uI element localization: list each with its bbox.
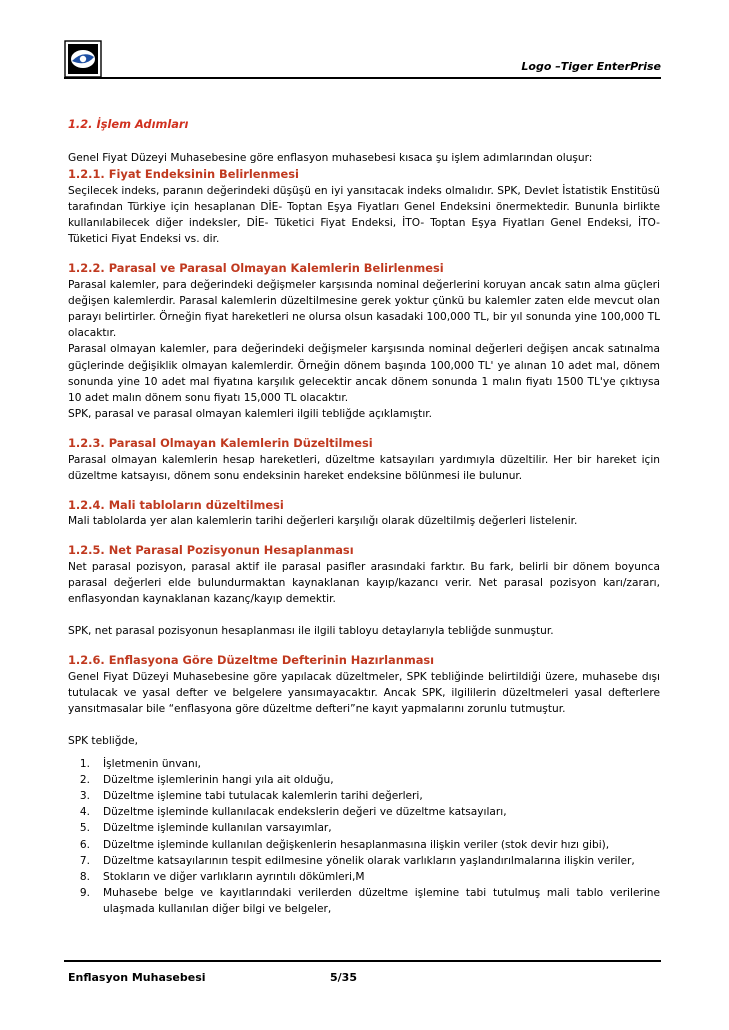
paragraph: SPK, parasal ve parasal olmayan kalemleri ilgili tebliğde açıklamıştır. bbox=[68, 408, 433, 421]
list-text: Düzeltme işlemine tabi tutulacak kalemlerin tarihi değerleri, bbox=[103, 789, 423, 802]
list-text: Stokların ve diğer varlıkların ayrıntılı dökümleri,M bbox=[103, 870, 365, 883]
header-title: Logo –Tiger EnterPrise bbox=[521, 60, 661, 73]
footer-page-number: 5/35 bbox=[330, 971, 357, 984]
section-lead: Genel Fiyat Düzeyi Muhasebesine göre enflasyon muhasebesi kısaca şu işlem adımlarından oluşur: bbox=[68, 152, 593, 165]
list-item bbox=[68, 756, 660, 772]
list-number: 3. bbox=[79, 789, 90, 802]
paragraph: Seçilecek indeks, paranın değerindeki düşüşü en iyi yansıtacak indeks olmalıdır. SPK, Devlet İstatistik Enstitüsü tarafından Türkiye için hesaplanan DİE- Toptan Eşya Fiyatları Genel Endeksini önermektedir. Bununla birlikte kullanılabilecek diğer indeksler, DİE- Tüketici Fiyat Endeksi, İTO- Toptan Eşya Fiyatları Genel Endeksi, İTO- Tüketici Fiyat Endeksi vs. dir. bbox=[68, 184, 660, 246]
subsection-6 bbox=[68, 652, 660, 749]
paragraph: Parasal kalemler, para değerindeki değişmeler karşısında nominal değerlerini koruyan ancak satın alma güçleri değişen kalemlerdir. Parasal kalemlerin düzeltilmesine gerek yoktur çünkü bu kalemler zaten elde mevcut olan parayı belirtirler. Örneğin fiyat hareketleri ne olursa olsun kasadaki 100,000 TL, bir yıl sonunda yine 100,000 TL olacaktır. bbox=[68, 278, 660, 340]
list-item bbox=[68, 804, 660, 820]
paragraph: Genel Fiyat Düzeyi Muhasebesine göre yapılacak düzeltmeler, SPK tebliğinde belirtildiği üzere, muhasebe dışı tutulacak ve yasal defter ve belgelere yansımayacaktır. Ancak SPK, ilgililerin düzeltmeleri yasal defterlere yansıtmasalar bile “enflasyona göre düzeltme defteri”ne kayıt yapmalarını zorunlu tutmuştur. bbox=[68, 670, 660, 716]
list-number: 2. bbox=[79, 773, 90, 786]
list-item bbox=[68, 788, 660, 804]
paragraph: SPK tebliğde, bbox=[68, 735, 139, 748]
footer-document-title: Enflasyon Muhasebesi bbox=[68, 971, 206, 984]
list-number: 6. bbox=[79, 838, 90, 851]
spacer bbox=[68, 717, 660, 733]
list-text: İşletmenin ünvanı, bbox=[103, 757, 202, 770]
list-item bbox=[68, 837, 660, 853]
subsection-title: 1.2.5. Net Parasal Pozisyonun Hesaplanması bbox=[68, 543, 354, 558]
paragraph: Net parasal pozisyon, parasal aktif ile parasal pasifler arasındaki farktır. Bu fark, belirli bir dönem boyunca parasal değerleri elde bulundurmaktan kaynaklanan kayıp/kazancı verir. Net parasal pozisyon karı/zararı, enflasyondan kaynaklanan kazanç/kayıp demektir. bbox=[68, 560, 660, 606]
requirements-list bbox=[68, 756, 660, 918]
list-item bbox=[68, 772, 660, 788]
list-number: 1. bbox=[79, 757, 90, 770]
subsection-4 bbox=[68, 497, 660, 529]
section-title: 1.2. İşlem Adımları bbox=[68, 117, 189, 131]
list-text: Düzeltme katsayılarının tespit edilmesine yönelik olarak varlıkların yaşlandırılmalarına ilişkin veriler, bbox=[103, 854, 635, 867]
subsection-title: 1.2.3. Parasal Olmayan Kalemlerin Düzeltilmesi bbox=[68, 436, 373, 451]
subsection-title: 1.2.1. Fiyat Endeksinin Belirlenmesi bbox=[68, 167, 299, 182]
list-number: 7. bbox=[79, 854, 90, 867]
paragraph: SPK, net parasal pozisyonun hesaplanması ile ilgili tabloyu detaylarıyla tebliğde sunmuştur. bbox=[68, 625, 554, 638]
subsection-title: 1.2.2. Parasal ve Parasal Olmayan Kalemlerin Belirlenmesi bbox=[68, 261, 444, 276]
list-number: 9. bbox=[79, 887, 90, 900]
list-number: 8. bbox=[79, 870, 90, 883]
list-text: Muhasebe belge ve kayıtlarındaki verilerden düzeltme işlemine tabi tutulmuş mali tablo verilerine ulaşmada kullanılan diğer bilgi ve belgeler, bbox=[103, 887, 660, 916]
list-text: Düzeltme işlemlerinin hangi yıla ait olduğu, bbox=[103, 773, 334, 786]
list-text: Düzeltme işleminde kullanılan varsayımlar, bbox=[103, 822, 332, 835]
paragraph: Parasal olmayan kalemler, para değerindeki değişmeler karşısında nominal değerleri değişen ancak satınalma güçlerinde değişiklik olmayan kalemlerdir. Örneğin dönem başında 100,000 TL' ye alınan 10 adet mal, dönem sonunda yine 10 adet mal fiyatına karşılık gelecektir ancak dönem sonunda 1 malın fiyatı 1500 TL'ye çıktıysa 10 adet malın dönem sonu fiyatı 15,000 TL olacaktır. bbox=[68, 343, 660, 405]
list-item bbox=[68, 885, 660, 917]
paragraph: Parasal olmayan kalemlerin hesap hareketleri, düzeltme katsayıları yardımıyla düzeltilir. Her bir hareket için düzeltme katsayısı, dönem sonu endeksinin hareket endeksine bölünmesi ile bulunur. bbox=[68, 453, 660, 482]
paragraph: Mali tablolarda yer alan kalemlerin tarihi değerleri karşılığı olarak düzeltilmiş değerleri listelenir. bbox=[68, 515, 578, 528]
subsection-1 bbox=[68, 166, 660, 247]
footer-divider bbox=[64, 960, 661, 962]
subsection-3 bbox=[68, 435, 660, 484]
list-item bbox=[68, 820, 660, 836]
list-number: 5. bbox=[79, 822, 90, 835]
list-text: Düzeltme işleminde kullanılacak endekslerin değeri ve düzeltme katsayıları, bbox=[103, 806, 507, 819]
subsection-2 bbox=[68, 260, 660, 422]
header-divider bbox=[64, 77, 661, 79]
list-item bbox=[68, 853, 660, 869]
spacer bbox=[68, 607, 660, 623]
list-item bbox=[68, 869, 660, 885]
document-body bbox=[68, 116, 660, 918]
subsection-title: 1.2.6. Enflasyona Göre Düzeltme Defterinin Hazırlanması bbox=[68, 653, 435, 668]
list-number: 4. bbox=[79, 806, 90, 819]
tiger-eye-logo-icon bbox=[64, 40, 102, 78]
list-text: Düzeltme işleminde kullanılan değişkenlerin hesaplanmasına ilişkin veriler (stok devir hızı gibi), bbox=[103, 838, 610, 851]
subsection-5 bbox=[68, 542, 660, 639]
subsection-title: 1.2.4. Mali tabloların düzeltilmesi bbox=[68, 498, 284, 513]
